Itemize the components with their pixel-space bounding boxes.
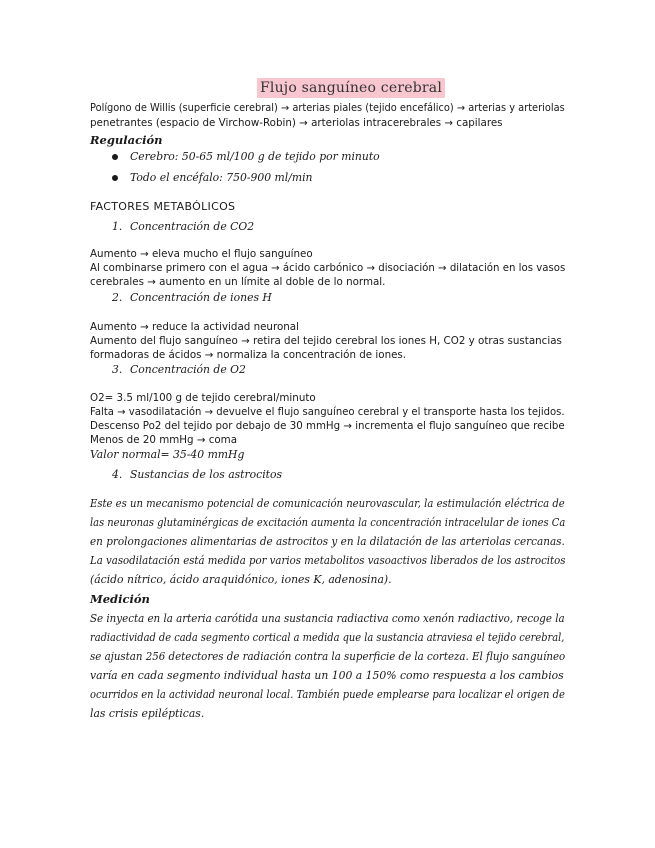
item-line: Al combinarse primero con el agua → ácido carbónico → disociación → dilatación en los vasos [90, 262, 566, 274]
factores-heading: FACTORES METABÓLICOS [90, 200, 236, 213]
medicion-line: las crisis epilépticas. [90, 707, 205, 720]
item-title: Concentración de CO2 [130, 220, 255, 233]
normal-value: Valor normal= 35-40 mmHg [90, 448, 245, 461]
item-line: cerebrales → aumento en un límite al doble de lo normal. [90, 276, 386, 288]
astrocitos-paragraph-line: en prolongaciones alimentarias de astrocitos y en la dilatación de las arteriolas cercanas. [90, 535, 565, 548]
intro-line: penetrantes (espacio de Virchow-Robin) → arteriolas intracerebrales → capilares [90, 117, 503, 129]
medicion-line: ocurridos en la actividad neuronal local. También puede emplearse para localizar el origen de [90, 688, 565, 701]
astrocitos-paragraph-line: La vasodilatación está medida por varios metabolitos vasoactivos liberados de los astrocitos [90, 554, 566, 567]
medicion-heading: Medición [90, 592, 150, 606]
medicion-line: se ajustan 256 detectores de radiación contra la superficie de la corteza. El flujo sanguíneo [90, 650, 566, 663]
item-number: 2. [112, 291, 123, 304]
item-line: Aumento del flujo sanguíneo → retira del tejido cerebral los iones H, CO2 y otras sustancias [90, 335, 562, 347]
item-line: formadoras de ácidos → normaliza la concentración de iones. [90, 349, 407, 361]
bullet-icon [112, 175, 118, 181]
item-title: Sustancias de los astrocitos [130, 468, 283, 481]
medicion-line: Se inyecta en la arteria carótida una sustancia radiactiva como xenón radiactivo, recoge la [90, 612, 565, 625]
item-line: Falta → vasodilatación → devuelve el flujo sanguíneo cerebral y el transporte hasta los tejidos. [90, 406, 565, 418]
item-line: Menos de 20 mmHg → coma [90, 434, 238, 446]
astrocitos-paragraph-line: las neuronas glutaminérgicas de excitación aumenta la concentración intracelular de iones Ca [90, 516, 566, 529]
regulacion-bullet: Cerebro: 50-65 ml/100 g de tejido por minuto [130, 150, 380, 163]
regulacion-heading: Regulación [90, 133, 163, 147]
item-line: Aumento → eleva mucho el flujo sanguíneo [90, 248, 313, 260]
medicion-line: varía en cada segmento individual hasta un 100 a 150% como respuesta a los cambios [90, 669, 564, 682]
regulacion-bullet: Todo el encéfalo: 750-900 ml/min [130, 171, 313, 184]
medicion-line: radiactividad de cada segmento cortical a medida que la sustancia atraviesa el tejido cerebral, [90, 631, 565, 644]
item-line: Aumento → reduce la actividad neuronal [90, 321, 299, 333]
item-line: O2= 3.5 ml/100 g de tejido cerebral/minuto [90, 392, 316, 404]
bullet-icon [112, 154, 118, 160]
astrocitos-paragraph-line: Este es un mecanismo potencial de comunicación neurovascular, la estimulación eléctrica de [90, 497, 565, 510]
page-title: Flujo sanguíneo cerebral [257, 78, 445, 98]
astrocitos-paragraph-line: (ácido nítrico, ácido araquidónico, iones K, adenosina). [90, 573, 392, 586]
item-number: 3. [112, 363, 123, 376]
intro-line: Polígono de Willis (superficie cerebral) → arterias piales (tejido encefálico) → arterias y arteriolas [90, 102, 565, 114]
item-line: Descenso Po2 del tejido por debajo de 30 mmHg → incrementa el flujo sanguíneo que recibe [90, 420, 565, 432]
item-title: Concentración de O2 [130, 363, 246, 376]
item-number: 4. [112, 468, 123, 481]
item-number: 1. [112, 220, 123, 233]
item-title: Concentración de iones H [130, 291, 272, 304]
